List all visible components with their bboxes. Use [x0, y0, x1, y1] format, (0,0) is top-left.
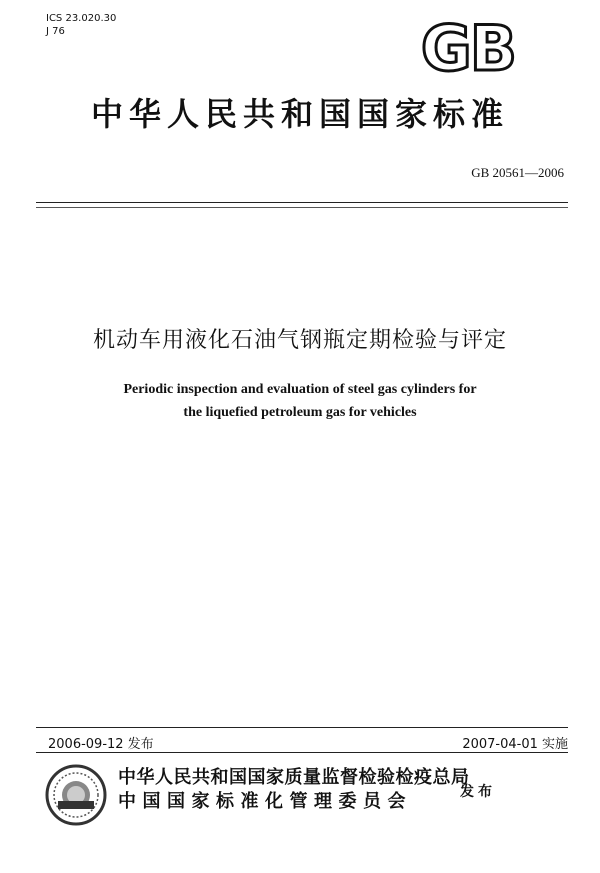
official-seal-icon	[44, 763, 108, 827]
issuer-sac: 中国国家标准化管理委员会	[118, 791, 412, 812]
publish-label: 发布	[460, 784, 496, 800]
implementation-date: 2007-04-01 实施	[462, 737, 568, 752]
top-divider	[36, 202, 568, 203]
ics-code: ICS 23.020.30	[46, 13, 117, 24]
top-divider-thin	[36, 207, 568, 208]
standard-title: 中华人民共和国国家标准	[90, 95, 509, 133]
document-title-en-line2: the liquefied petroleum gas for vehicles	[183, 405, 417, 420]
issuer-aqsiq: 中华人民共和国国家质量监督检验检疫总局	[118, 767, 470, 788]
bottom-divider	[36, 752, 568, 753]
gb-logo	[408, 18, 528, 78]
document-title-en-line1: Periodic inspection and evaluation of steel gas cylinders for	[123, 382, 477, 397]
issue-date: 2006-09-12 发布	[48, 737, 154, 752]
ccs-code: J 76	[46, 26, 65, 37]
svg-text:GB: GB	[420, 18, 516, 78]
bottom-divider-top	[36, 727, 568, 728]
document-title-cn: 机动车用液化石油气钢瓶定期检验与评定	[92, 328, 507, 353]
standard-number: GB 20561—2006	[471, 165, 564, 180]
